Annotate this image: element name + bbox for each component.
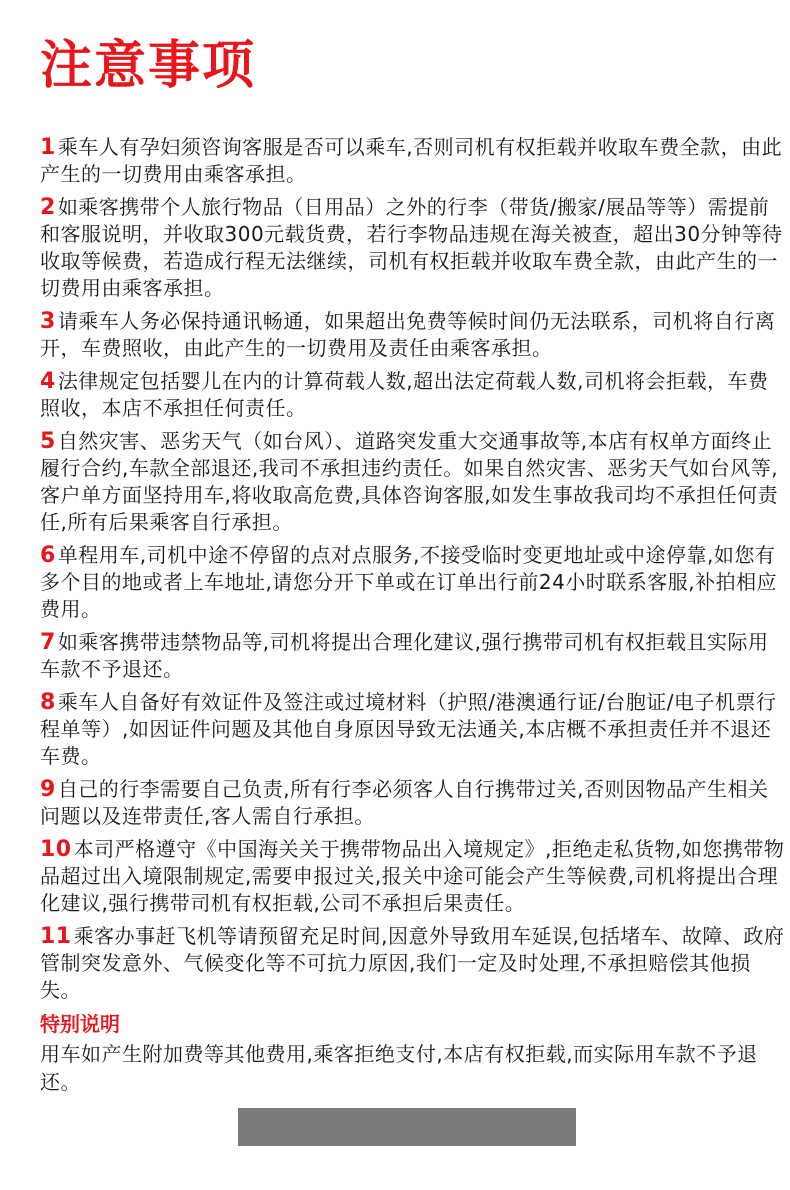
notice-item [40, 428, 785, 536]
notice-text: 自己的行李需要自己负责,所有行李必须客人自行携带过关,否则因物品产生相关问题以及连带责任,客人需自行承担。 [40, 777, 769, 828]
notice-item [40, 836, 785, 917]
notice-text: 乘客办事赶飞机等请预留充足时间,因意外导致用车延误,包括堵车、故障、政府管制突发意外、气候变化等不可抗力原因,我们一定及时处理,不承担赔偿其他损失。 [40, 924, 785, 1002]
special-note-title: 特别说明 [40, 1012, 120, 1036]
notice-text: 如乘客携带违禁物品等,司机将提出合理化建议,强行携带司机有权拒载且实际用车款不予退还。 [40, 630, 769, 681]
notice-item [40, 689, 785, 770]
notice-number: 5 [40, 429, 56, 454]
special-note-body: 用车如产生附加费等其他费用,乘客拒绝支付,本店有权拒载,而实际用车款不予退还。 [40, 1042, 758, 1094]
notice-item [40, 194, 785, 302]
notice-number: 9 [40, 777, 56, 802]
notice-text: 乘车人有孕妇须咨询客服是否可以乘车,否则司机有权拒载并收取车费全款，由此产生的一切费用由乘客承担。 [40, 135, 783, 186]
notice-text: 请乘车人务必保持通讯畅通，如果超出免费等候时间仍无法联系，司机将自行离开，车费照收，由此产生的一切费用及责任由乘客承担。 [40, 309, 776, 360]
notice-text: 乘车人自备好有效证件及签注或过境材料（护照/港澳通行证/台胞证/电子机票行程单等）,如因证件问题及其他自身原因导致无法通关,本店概不承担责任并不退还车费。 [40, 690, 777, 768]
notice-number: 1 [40, 135, 56, 160]
notice-text: 自然灾害、恶劣天气（如台风）、道路突发重大交通事故等,本店有权单方面终止履行合约,车款全部退还,我司不承担违约责任。如果自然灾害、恶劣天气如台风等,客户单方面坚持用车,将收取高危费,具体咨询客服,如发生事故我司均不承担任何责任,所有后果乘客自行承担。 [40, 429, 779, 534]
notice-number: 4 [40, 369, 56, 394]
notice-item [40, 134, 785, 188]
notice-number: 8 [40, 690, 56, 715]
notice-item [40, 923, 785, 1004]
notice-item [40, 629, 785, 683]
notice-number: 7 [40, 630, 56, 655]
footer-bar [238, 1108, 576, 1146]
notice-item [40, 776, 785, 830]
notice-text: 如乘客携带个人旅行物品（日用品）之外的行李（带货/搬家/展品等等）需提前和客服说明，并收取300元载货费，若行李物品违规在海关被查，超出30分钟等待收取等候费，若造成行程无法继续，司机有权拒载并收取车费全款，由此产生的一切费用由乘客承担。 [40, 195, 783, 300]
notice-number: 3 [40, 309, 56, 334]
notice-item [40, 368, 785, 422]
notice-text: 本司严格遵守《中国海关关于携带物品出入境规定》,拒绝走私货物,如您携带物品超过出入境限制规定,需要申报过关,报关中途可能会产生等候费,司机将提出合理化建议,强行携带司机有权拒载,公司不承担后果责任。 [40, 837, 785, 915]
notice-number: 10 [40, 837, 72, 862]
notice-number: 11 [40, 924, 72, 949]
notice-text: 法律规定包括婴儿在内的计算荷载人数,超出法定荷载人数,司机将会拒载，车费照收，本店不承担任何责任。 [40, 369, 769, 420]
notice-text: 单程用车,司机中途不停留的点对点服务,不接受临时变更地址或中途停靠,如您有多个目的地或者上车地址,请您分开下单或在订单出行前24小时联系客服,补拍相应费用。 [40, 543, 778, 621]
notice-list [40, 134, 785, 1096]
notice-item [40, 542, 785, 623]
notice-number: 6 [40, 543, 56, 568]
page-title: 注意事项 [40, 36, 257, 96]
notice-item [40, 308, 785, 362]
notice-number: 2 [40, 195, 56, 220]
